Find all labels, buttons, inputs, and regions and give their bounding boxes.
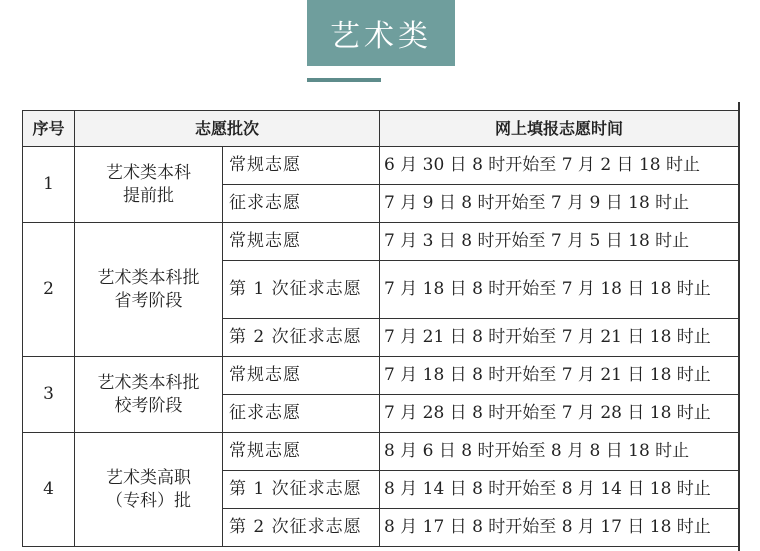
batch-line: 艺术类本科批 bbox=[97, 372, 200, 393]
type-cell: 第 2 次征求志愿 bbox=[223, 319, 380, 357]
batch-cell bbox=[75, 357, 223, 433]
batch-cell bbox=[75, 433, 223, 547]
time-cell: 8 月 14 日 8 时开始至 8 月 14 日 18 时止 bbox=[380, 471, 739, 509]
table-row bbox=[23, 357, 739, 395]
table-row bbox=[23, 147, 739, 185]
time-cell: 8 月 6 日 8 时开始至 8 月 8 日 18 时止 bbox=[380, 433, 739, 471]
batch-line: 省考阶段 bbox=[114, 290, 183, 311]
schedule-table bbox=[22, 110, 739, 547]
time-cell: 7 月 3 日 8 时开始至 7 月 5 日 18 时止 bbox=[380, 223, 739, 261]
time-cell: 7 月 18 日 8 时开始至 7 月 18 日 18 时止 bbox=[380, 261, 739, 319]
batch-line: 艺术类本科批 bbox=[97, 267, 200, 288]
title-underline bbox=[307, 78, 381, 82]
batch-line: 艺术类本科 bbox=[106, 162, 191, 183]
type-cell: 第 2 次征求志愿 bbox=[223, 509, 380, 547]
batch-cell bbox=[75, 147, 223, 223]
type-cell: 征求志愿 bbox=[223, 185, 380, 223]
header-number: 序号 bbox=[23, 111, 75, 147]
table-row bbox=[23, 433, 739, 471]
row-number: 4 bbox=[23, 433, 75, 547]
time-cell: 8 月 17 日 8 时开始至 8 月 17 日 18 时止 bbox=[380, 509, 739, 547]
time-cell: 7 月 9 日 8 时开始至 7 月 9 日 18 时止 bbox=[380, 185, 739, 223]
header-time: 网上填报志愿时间 bbox=[380, 111, 739, 147]
header-batch: 志愿批次 bbox=[75, 111, 380, 147]
batch-line: 校考阶段 bbox=[114, 395, 183, 416]
section-title: 艺术类 bbox=[307, 0, 455, 66]
row-number: 2 bbox=[23, 223, 75, 357]
type-cell: 常规志愿 bbox=[223, 357, 380, 395]
time-cell: 7 月 28 日 8 时开始至 7 月 28 日 18 时止 bbox=[380, 395, 739, 433]
type-cell: 第 1 次征求志愿 bbox=[223, 261, 380, 319]
table-header-row bbox=[23, 111, 739, 147]
type-cell: 常规志愿 bbox=[223, 147, 380, 185]
table-row bbox=[23, 223, 739, 261]
type-cell: 征求志愿 bbox=[223, 395, 380, 433]
batch-line: （专科）批 bbox=[106, 490, 191, 511]
batch-line: 提前批 bbox=[123, 185, 174, 206]
time-cell: 7 月 18 日 8 时开始至 7 月 21 日 18 时止 bbox=[380, 357, 739, 395]
time-cell: 7 月 21 日 8 时开始至 7 月 21 日 18 时止 bbox=[380, 319, 739, 357]
row-number: 1 bbox=[23, 147, 75, 223]
row-number: 3 bbox=[23, 357, 75, 433]
type-cell: 第 1 次征求志愿 bbox=[223, 471, 380, 509]
time-cell: 6 月 30 日 8 时开始至 7 月 2 日 18 时止 bbox=[380, 147, 739, 185]
type-cell: 常规志愿 bbox=[223, 433, 380, 471]
batch-cell bbox=[75, 223, 223, 357]
batch-line: 艺术类高职 bbox=[106, 467, 191, 488]
type-cell: 常规志愿 bbox=[223, 223, 380, 261]
